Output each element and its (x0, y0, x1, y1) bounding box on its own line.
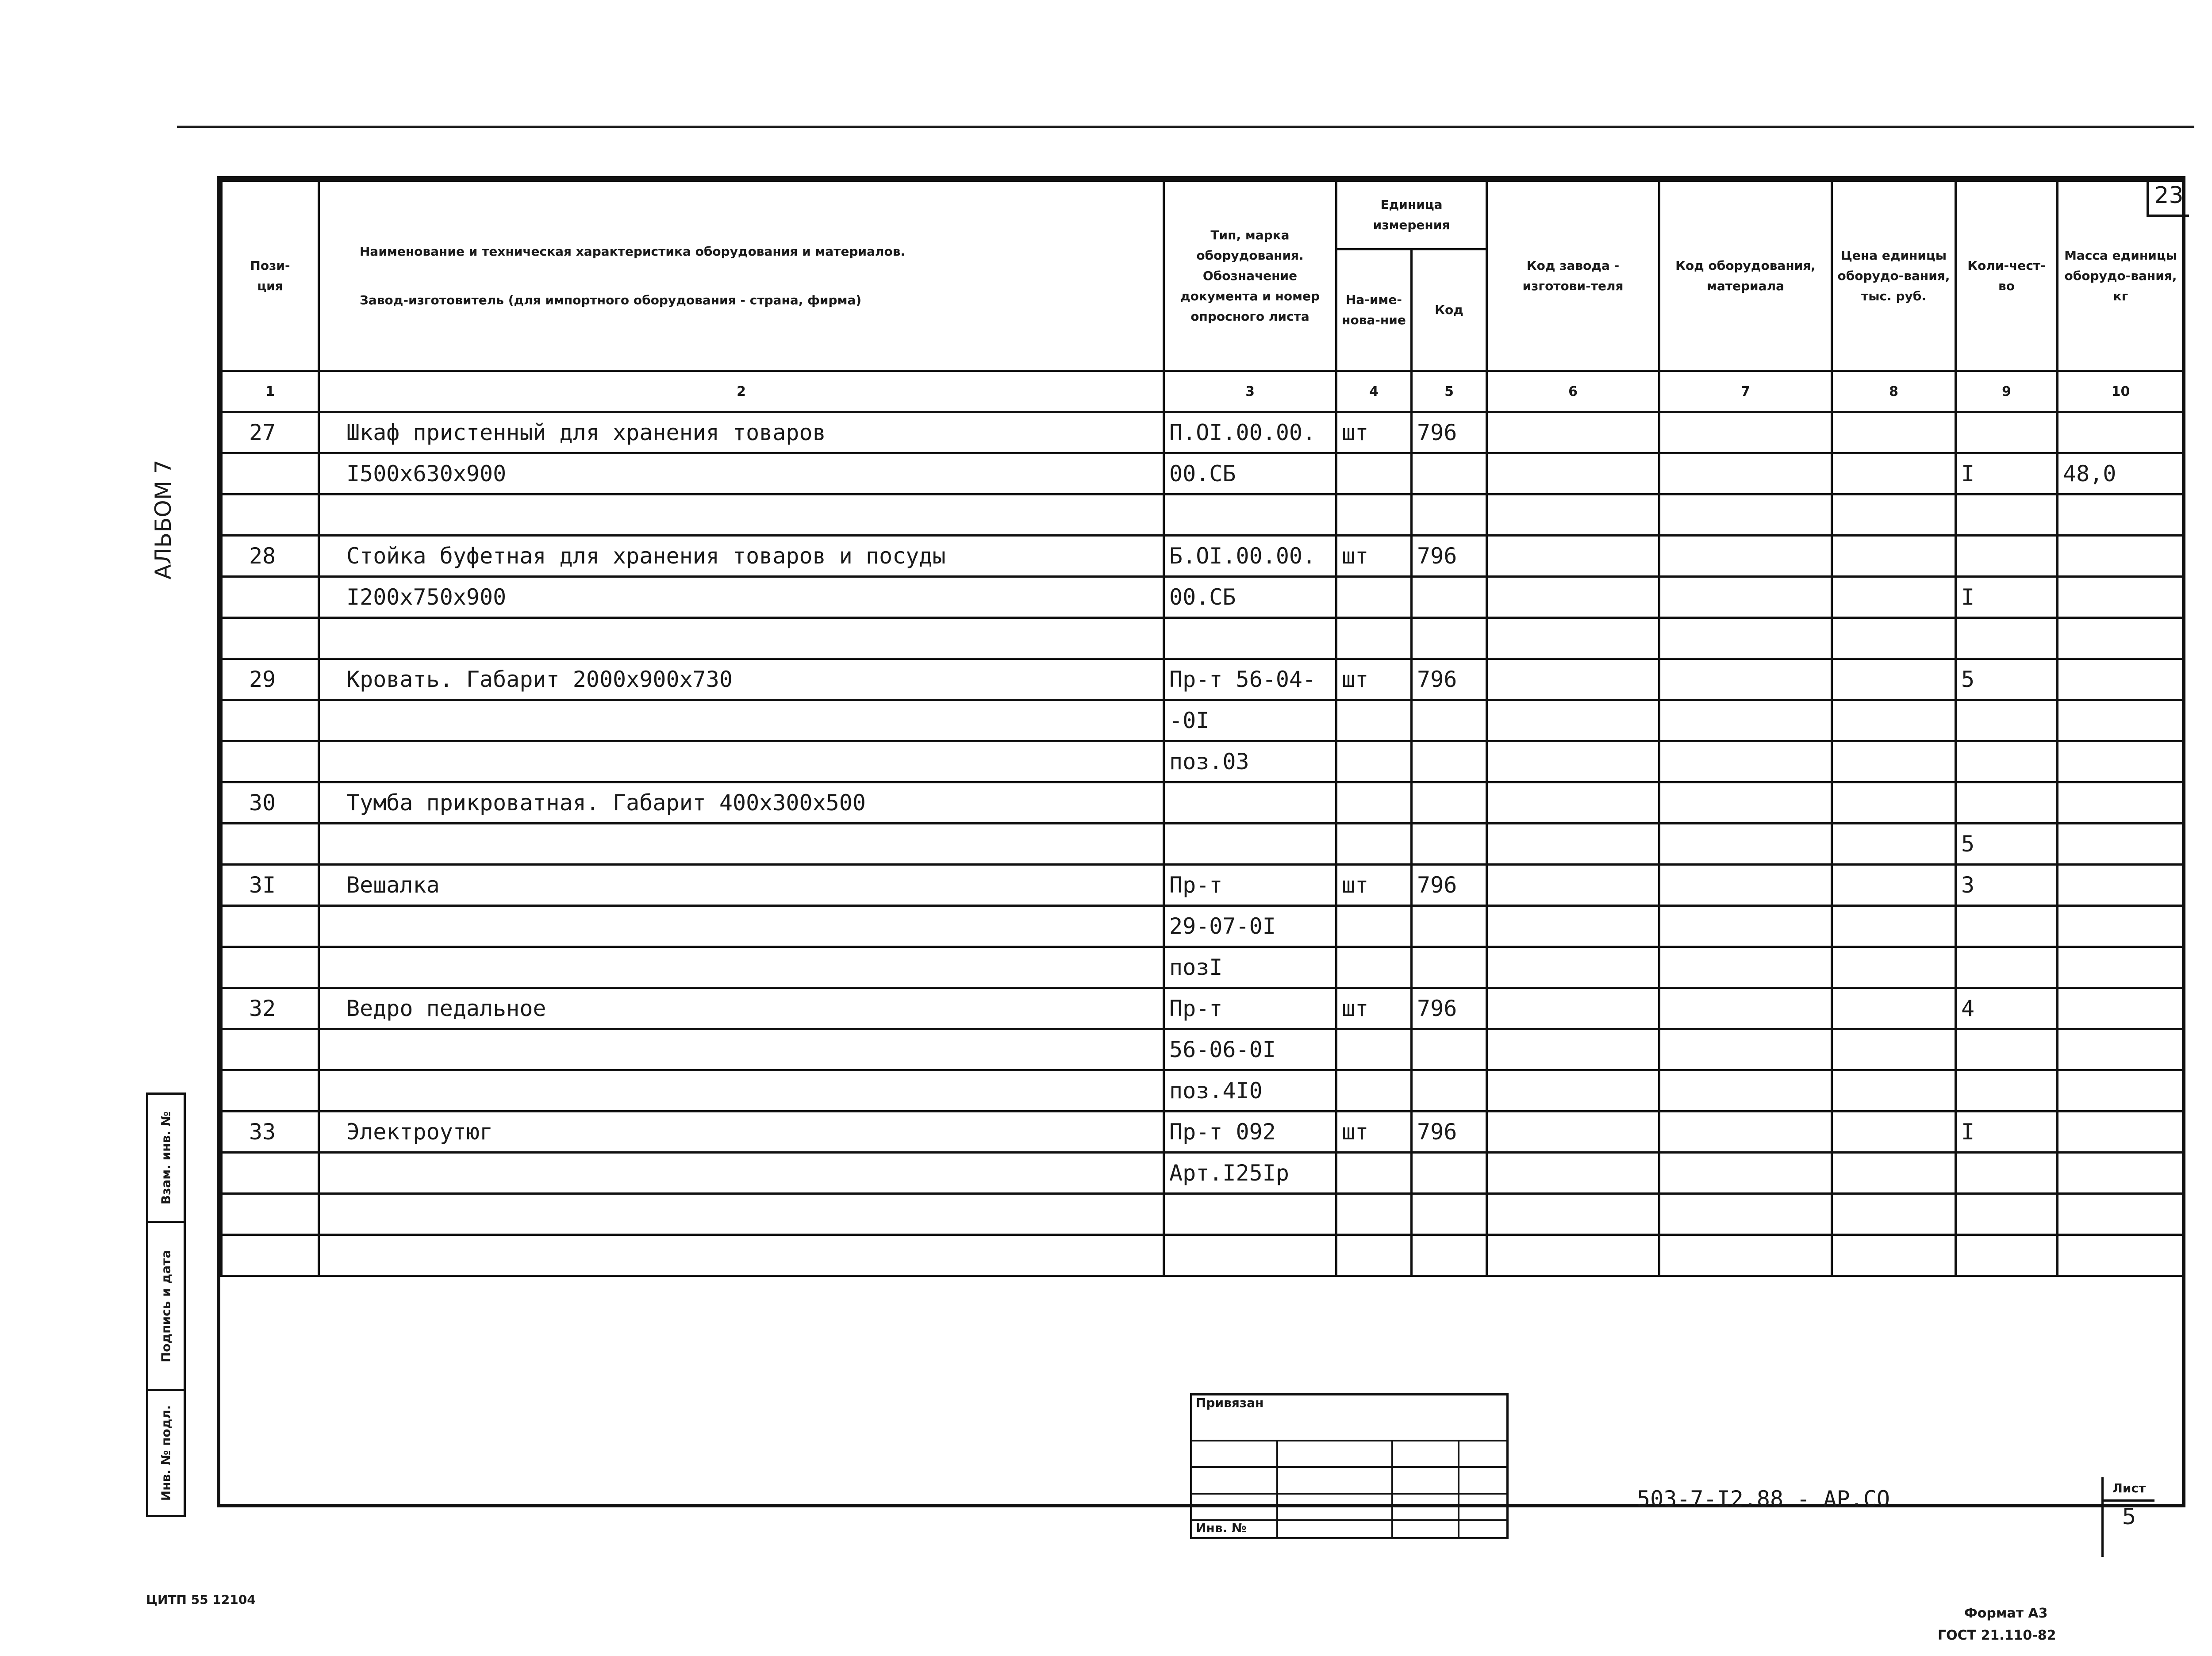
row-name (319, 1153, 1164, 1194)
stamp-footer: Инв. № (1196, 1521, 1247, 1535)
row-name (319, 1070, 1164, 1112)
row-name (319, 906, 1164, 947)
row-name: Тумба прикроватная. Габарит 400x300x500 (319, 782, 1164, 824)
row-price (1832, 659, 1956, 700)
row-name (319, 824, 1164, 865)
row-name (319, 1235, 1164, 1276)
row-position (222, 1194, 319, 1235)
row-price (1832, 618, 1956, 659)
header-row (222, 181, 2184, 249)
row-price (1832, 741, 1956, 782)
row-equipment-code (1659, 741, 1832, 782)
row-price (1832, 494, 1956, 536)
row-plant-code (1487, 1235, 1659, 1276)
row-unit-code (1412, 700, 1487, 741)
row-price (1832, 700, 1956, 741)
row-type: П.ОI.00.00. (1164, 412, 1336, 453)
row-mass (2058, 536, 2184, 577)
table-row (222, 1194, 2184, 1235)
row-unit-name (1336, 1153, 1412, 1194)
row-name: Кровать. Габарит 2000x900x730 (319, 659, 1164, 700)
row-unit-name (1336, 577, 1412, 618)
header-quantity: Коли-чест-во (1956, 181, 2058, 371)
column-number: 9 (1956, 371, 2058, 412)
row-name (319, 700, 1164, 741)
header-equipment-code: Код оборудования, материала (1659, 181, 1832, 371)
row-equipment-code (1659, 824, 1832, 865)
row-position: 28 (222, 536, 319, 577)
row-plant-code (1487, 1070, 1659, 1112)
row-quantity (1956, 906, 2058, 947)
row-plant-code (1487, 824, 1659, 865)
row-name (319, 1194, 1164, 1235)
table-row (222, 865, 2184, 906)
row-position (222, 1235, 319, 1276)
stamp-line (1391, 1440, 1393, 1537)
top-rule (177, 126, 2194, 128)
table-body (222, 412, 2184, 1276)
sheet-number: 5 (2122, 1504, 2136, 1530)
row-position (222, 618, 319, 659)
row-unit-name: шт (1336, 536, 1412, 577)
table-row (222, 947, 2184, 988)
row-position (222, 947, 319, 988)
row-position (222, 494, 319, 536)
row-name (319, 618, 1164, 659)
row-equipment-code (1659, 659, 1832, 700)
table-row (222, 1029, 2184, 1070)
row-unit-name (1336, 494, 1412, 536)
row-unit-name (1336, 824, 1412, 865)
row-equipment-code (1659, 536, 1832, 577)
row-position: 30 (222, 782, 319, 824)
row-equipment-code (1659, 1029, 1832, 1070)
row-price (1832, 782, 1956, 824)
row-type: -0I (1164, 700, 1336, 741)
table-row (222, 412, 2184, 453)
header-unit-name: На-име-нова-ние (1336, 249, 1412, 371)
row-mass: 48,0 (2058, 453, 2184, 494)
row-price (1832, 412, 1956, 453)
column-number: 4 (1336, 371, 1412, 412)
row-price (1832, 536, 1956, 577)
row-quantity: I (1956, 453, 2058, 494)
row-name (319, 1029, 1164, 1070)
row-position: 33 (222, 1112, 319, 1153)
row-mass (2058, 577, 2184, 618)
row-position: 32 (222, 988, 319, 1029)
row-position (222, 1029, 319, 1070)
side-stamp (146, 1092, 186, 1517)
row-unit-name (1336, 1235, 1412, 1276)
sheet-corner-number: 23 (2147, 176, 2189, 217)
row-mass (2058, 1153, 2184, 1194)
row-price (1832, 947, 1956, 988)
row-type: Б.ОI.00.00. (1164, 536, 1336, 577)
specification-table (220, 180, 2185, 1277)
row-price (1832, 1194, 1956, 1235)
row-quantity: 4 (1956, 988, 2058, 1029)
column-number: 7 (1659, 371, 1832, 412)
column-number: 2 (319, 371, 1164, 412)
row-quantity (1956, 1153, 2058, 1194)
side-stamp-label: Подпись и дата (158, 1250, 173, 1362)
row-type: 56-06-0I (1164, 1029, 1336, 1070)
row-equipment-code (1659, 412, 1832, 453)
row-plant-code (1487, 536, 1659, 577)
row-mass (2058, 494, 2184, 536)
row-position (222, 906, 319, 947)
row-quantity: I (1956, 1112, 2058, 1153)
row-mass (2058, 865, 2184, 906)
row-price (1832, 1029, 1956, 1070)
print-code: ЦИТП 55 12104 (146, 1592, 256, 1607)
row-quantity: 5 (1956, 659, 2058, 700)
row-unit-code (1412, 1194, 1487, 1235)
row-plant-code (1487, 659, 1659, 700)
row-price (1832, 1112, 1956, 1153)
row-position (222, 1153, 319, 1194)
row-name (319, 741, 1164, 782)
row-position: 3I (222, 865, 319, 906)
row-position (222, 700, 319, 741)
row-price (1832, 1153, 1956, 1194)
row-name: I200x750x900 (319, 577, 1164, 618)
paper-format: Формат А3 (1964, 1606, 2048, 1621)
row-plant-code (1487, 988, 1659, 1029)
header-name: Наименование и техническая характеристика оборудования и материалов. Завод-изготовитель (для импортного оборудования - страна, фирма) (319, 181, 1164, 371)
row-type: 29-07-0I (1164, 906, 1336, 947)
table-row (222, 536, 2184, 577)
stamp-header: Привязан (1196, 1395, 1264, 1410)
row-name (319, 947, 1164, 988)
row-mass (2058, 659, 2184, 700)
row-mass (2058, 1235, 2184, 1276)
row-mass (2058, 947, 2184, 988)
row-name: Ведро педальное (319, 988, 1164, 1029)
row-equipment-code (1659, 453, 1832, 494)
row-type: Пр-т 092 (1164, 1112, 1336, 1153)
table-row (222, 824, 2184, 865)
row-type: Пр-т (1164, 865, 1336, 906)
row-position (222, 824, 319, 865)
row-unit-code (1412, 494, 1487, 536)
row-price (1832, 906, 1956, 947)
row-unit-name (1336, 906, 1412, 947)
table-row (222, 988, 2184, 1029)
row-type (1164, 1194, 1336, 1235)
row-equipment-code (1659, 906, 1832, 947)
row-mass (2058, 988, 2184, 1029)
row-mass (2058, 906, 2184, 947)
row-unit-code (1412, 1153, 1487, 1194)
row-quantity (1956, 1070, 2058, 1112)
row-equipment-code (1659, 577, 1832, 618)
table-row (222, 741, 2184, 782)
row-price (1832, 865, 1956, 906)
row-plant-code (1487, 577, 1659, 618)
header-position: Пози- ция (222, 181, 319, 371)
table-row (222, 1070, 2184, 1112)
row-unit-code (1412, 1029, 1487, 1070)
row-type: поз.4I0 (1164, 1070, 1336, 1112)
row-plant-code (1487, 1194, 1659, 1235)
row-unit-name (1336, 782, 1412, 824)
column-number: 5 (1412, 371, 1487, 412)
row-plant-code (1487, 1029, 1659, 1070)
row-unit-code (1412, 1235, 1487, 1276)
binding-stamp (1190, 1393, 1509, 1539)
row-quantity (1956, 494, 2058, 536)
row-name: Стойка буфетная для хранения товаров и посуды (319, 536, 1164, 577)
row-unit-name (1336, 1194, 1412, 1235)
row-mass (2058, 1029, 2184, 1070)
row-unit-name (1336, 1070, 1412, 1112)
row-mass (2058, 782, 2184, 824)
row-unit-name (1336, 453, 1412, 494)
row-mass (2058, 1194, 2184, 1235)
side-stamp-label: Инв. № подл. (158, 1405, 173, 1501)
column-number: 6 (1487, 371, 1659, 412)
row-mass (2058, 412, 2184, 453)
sheet-box (2101, 1477, 2154, 1557)
stamp-line (1276, 1440, 1278, 1537)
row-equipment-code (1659, 947, 1832, 988)
row-equipment-code (1659, 618, 1832, 659)
row-type (1164, 1235, 1336, 1276)
row-quantity: 3 (1956, 865, 2058, 906)
row-plant-code (1487, 618, 1659, 659)
row-unit-code (1412, 577, 1487, 618)
row-unit-code (1412, 947, 1487, 988)
table-row (222, 782, 2184, 824)
row-type: Пр-т 56-04- (1164, 659, 1336, 700)
row-position: 27 (222, 412, 319, 453)
side-stamp-cell (148, 1391, 184, 1515)
row-unit-name: шт (1336, 412, 1412, 453)
table-row (222, 1235, 2184, 1276)
row-name: Вешалка (319, 865, 1164, 906)
row-unit-code (1412, 453, 1487, 494)
row-price (1832, 577, 1956, 618)
table-row (222, 659, 2184, 700)
row-equipment-code (1659, 988, 1832, 1029)
row-quantity (1956, 741, 2058, 782)
row-quantity: I (1956, 577, 2058, 618)
row-unit-code: 796 (1412, 988, 1487, 1029)
row-equipment-code (1659, 1194, 1832, 1235)
row-mass (2058, 1070, 2184, 1112)
row-equipment-code (1659, 865, 1832, 906)
row-unit-name: шт (1336, 865, 1412, 906)
row-unit-name (1336, 947, 1412, 988)
row-unit-name (1336, 1029, 1412, 1070)
row-unit-name (1336, 741, 1412, 782)
header-price: Цена единицы оборудо-вания, тыс. руб. (1832, 181, 1956, 371)
row-position (222, 1070, 319, 1112)
row-type: Арт.I25Iр (1164, 1153, 1336, 1194)
sheet-label: Лист (2104, 1477, 2154, 1502)
table-row (222, 1153, 2184, 1194)
row-mass (2058, 741, 2184, 782)
table-row (222, 577, 2184, 618)
row-plant-code (1487, 741, 1659, 782)
column-number: 8 (1832, 371, 1956, 412)
table-row (222, 906, 2184, 947)
header-type: Тип, марка оборудования. Обозначение документа и номер опросного листа (1164, 181, 1336, 371)
row-quantity (1956, 1029, 2058, 1070)
row-quantity (1956, 618, 2058, 659)
table-row (222, 494, 2184, 536)
row-unit-code: 796 (1412, 659, 1487, 700)
row-position (222, 741, 319, 782)
row-price (1832, 1070, 1956, 1112)
row-price (1832, 1235, 1956, 1276)
row-unit-code: 796 (1412, 1112, 1487, 1153)
row-unit-code: 796 (1412, 865, 1487, 906)
row-type (1164, 782, 1336, 824)
row-plant-code (1487, 947, 1659, 988)
row-plant-code (1487, 700, 1659, 741)
stamp-line (1458, 1440, 1459, 1537)
row-quantity (1956, 947, 2058, 988)
row-plant-code (1487, 412, 1659, 453)
row-mass (2058, 700, 2184, 741)
row-unit-name: шт (1336, 1112, 1412, 1153)
row-name: Электроутюг (319, 1112, 1164, 1153)
document-number: 503-7-I2.88 - АР.СО (1637, 1486, 1890, 1512)
row-type: позI (1164, 947, 1336, 988)
row-position (222, 577, 319, 618)
row-quantity: 5 (1956, 824, 2058, 865)
side-stamp-label: Взам. инв. № (158, 1111, 173, 1204)
row-equipment-code (1659, 494, 1832, 536)
header-plant-code: Код завода - изготови-теля (1487, 181, 1659, 371)
row-type (1164, 618, 1336, 659)
row-position: 29 (222, 659, 319, 700)
table-row (222, 453, 2184, 494)
gost-standard: ГОСТ 21.110-82 (1938, 1628, 2056, 1643)
row-plant-code (1487, 1112, 1659, 1153)
row-unit-code: 796 (1412, 412, 1487, 453)
row-price (1832, 453, 1956, 494)
row-unit-code (1412, 824, 1487, 865)
row-plant-code (1487, 1153, 1659, 1194)
row-type (1164, 824, 1336, 865)
header-unit-group: Единица измерения (1336, 181, 1487, 249)
row-unit-name (1336, 700, 1412, 741)
column-number: 1 (222, 371, 319, 412)
row-name: I500x630x900 (319, 453, 1164, 494)
row-price (1832, 824, 1956, 865)
row-type: 00.СБ (1164, 577, 1336, 618)
row-quantity (1956, 412, 2058, 453)
header-unit-code: Код (1412, 249, 1487, 371)
row-type: поз.03 (1164, 741, 1336, 782)
row-quantity (1956, 1194, 2058, 1235)
row-mass (2058, 824, 2184, 865)
row-name (319, 494, 1164, 536)
row-quantity (1956, 782, 2058, 824)
row-unit-name (1336, 618, 1412, 659)
row-unit-code (1412, 782, 1487, 824)
row-equipment-code (1659, 1112, 1832, 1153)
row-plant-code (1487, 782, 1659, 824)
row-unit-name: шт (1336, 988, 1412, 1029)
row-unit-code: 796 (1412, 536, 1487, 577)
row-equipment-code (1659, 700, 1832, 741)
row-equipment-code (1659, 1235, 1832, 1276)
side-stamp-cell (148, 1223, 184, 1391)
row-unit-code (1412, 618, 1487, 659)
row-mass (2058, 618, 2184, 659)
row-mass (2058, 1112, 2184, 1153)
album-label: АЛЬБОМ 7 (150, 460, 176, 579)
row-plant-code (1487, 494, 1659, 536)
side-stamp-cell (148, 1095, 184, 1223)
row-type (1164, 494, 1336, 536)
row-plant-code (1487, 906, 1659, 947)
row-quantity (1956, 536, 2058, 577)
row-unit-code (1412, 906, 1487, 947)
table-row (222, 700, 2184, 741)
row-quantity (1956, 1235, 2058, 1276)
row-plant-code (1487, 453, 1659, 494)
row-type: 00.СБ (1164, 453, 1336, 494)
header-mass: Масса единицы оборудо-вания, кг (2058, 181, 2184, 371)
row-equipment-code (1659, 1070, 1832, 1112)
row-equipment-code (1659, 782, 1832, 824)
column-number: 3 (1164, 371, 1336, 412)
table-row (222, 618, 2184, 659)
table-row (222, 1112, 2184, 1153)
row-price (1832, 988, 1956, 1029)
row-equipment-code (1659, 1153, 1832, 1194)
column-number: 10 (2058, 371, 2184, 412)
row-type: Пр-т (1164, 988, 1336, 1029)
row-unit-code (1412, 1070, 1487, 1112)
row-plant-code (1487, 865, 1659, 906)
row-quantity (1956, 700, 2058, 741)
column-number-row (222, 371, 2184, 412)
row-name: Шкаф пристенный для хранения товаров (319, 412, 1164, 453)
row-position (222, 453, 319, 494)
row-unit-name: шт (1336, 659, 1412, 700)
row-unit-code (1412, 741, 1487, 782)
